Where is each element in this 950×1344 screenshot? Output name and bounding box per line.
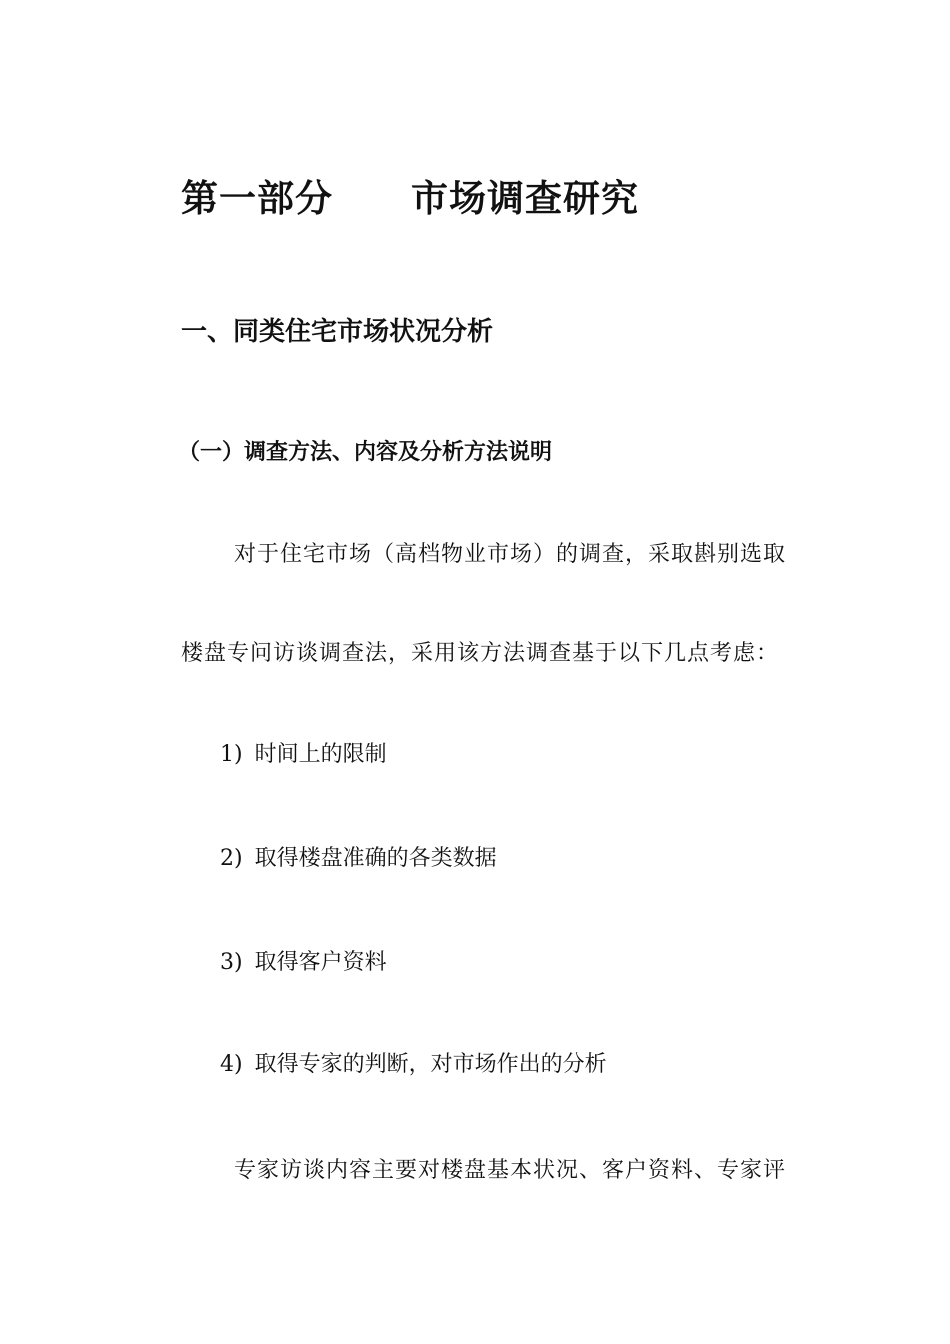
intro-paragraph-line-2: 楼盘专问访谈调查法，采用该方法调查基于以下几点考虑： xyxy=(181,641,780,666)
list-item-text: 取得专家的判断，对市场作出的分析 xyxy=(254,1052,607,1077)
content-paragraph-line-1: 专家访谈内容主要对楼盘基本状况、客户资料、专家评 xyxy=(234,1158,787,1183)
list-item-number: 1) xyxy=(220,742,243,767)
section-heading: 一、同类住宅市场状况分析 xyxy=(181,317,494,347)
list-item-number: 3) xyxy=(220,950,243,975)
list-item xyxy=(220,1047,607,1078)
subsection-heading: （一）调查方法、内容及分析方法说明 xyxy=(178,439,553,465)
list-item-text: 时间上的限制 xyxy=(254,742,387,767)
intro-paragraph-line-1: 对于住宅市场（高档物业市场）的调查，采取斟别选取 xyxy=(234,542,787,567)
list-item xyxy=(220,945,387,976)
part-title-text: 市场调查研究 xyxy=(411,176,639,220)
list-item-number: 2) xyxy=(220,846,243,871)
list-item-text: 取得楼盘准确的各类数据 xyxy=(254,846,497,871)
list-item xyxy=(220,737,387,768)
part-heading xyxy=(181,168,639,222)
list-item-number: 4) xyxy=(220,1052,243,1077)
part-label: 第一部分 xyxy=(181,176,333,220)
list-item xyxy=(220,841,497,872)
list-item-text: 取得客户资料 xyxy=(254,950,387,975)
